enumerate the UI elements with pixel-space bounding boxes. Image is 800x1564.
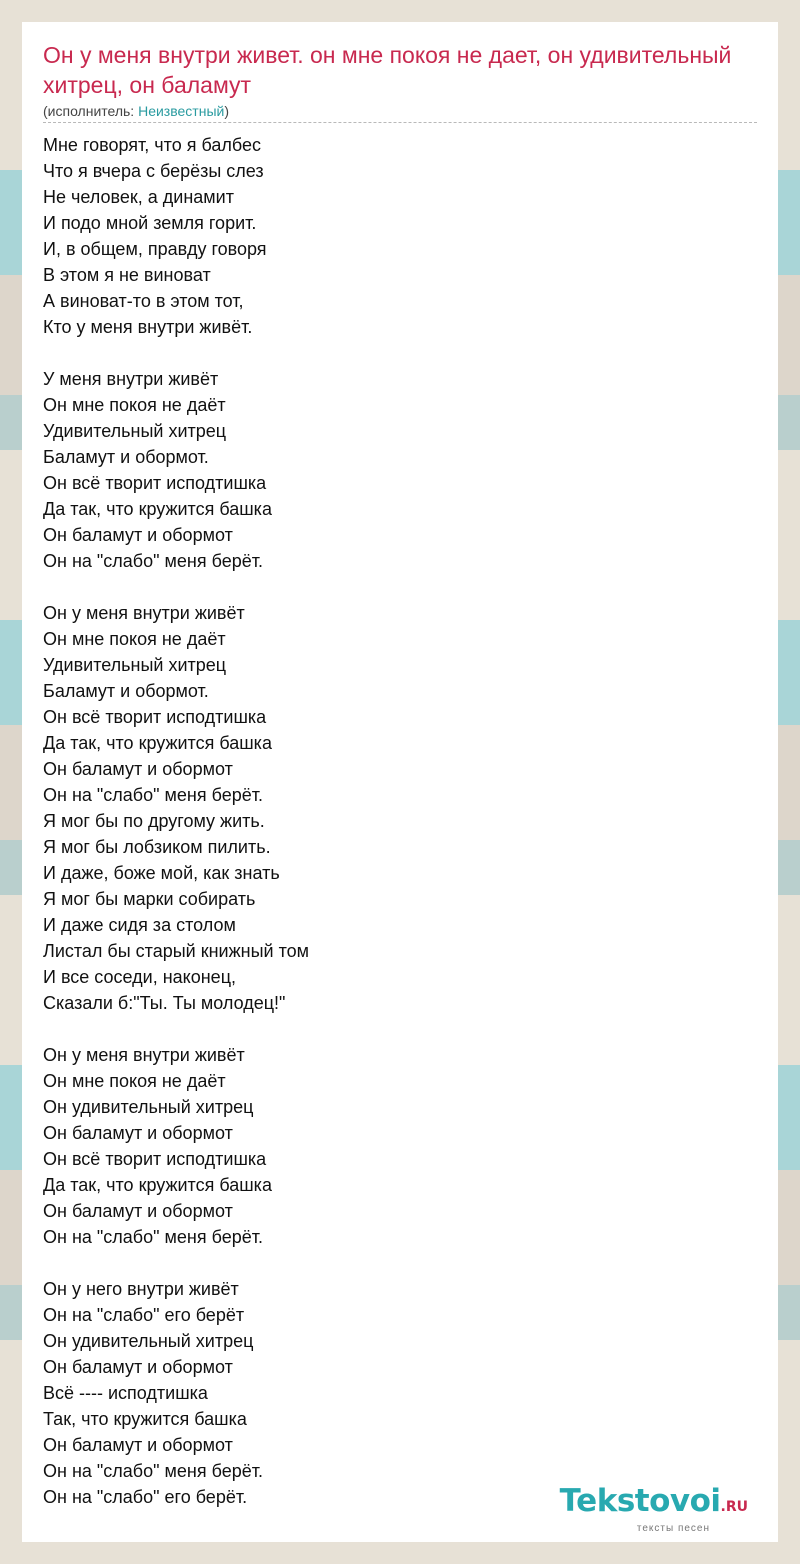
lyric-line: Так, что кружится башка: [43, 1409, 247, 1429]
lyric-line: Удивительный хитрец: [43, 421, 227, 441]
lyric-line: Мне говорят, что я балбес: [43, 135, 262, 155]
lyric-line: Да так, что кружится башка: [43, 1175, 272, 1195]
lyric-line: Удивительный хитрец: [43, 655, 227, 675]
logo-domain: .RU: [720, 1499, 748, 1515]
lyrics-stanza: [43, 366, 757, 574]
performer-line: [43, 102, 757, 123]
lyric-line: Кто у меня внутри живёт.: [43, 317, 253, 337]
lyric-line: Он мне покоя не даёт: [43, 629, 226, 649]
lyric-line: Он баламут и обормот: [43, 1357, 233, 1377]
lyric-line: Что я вчера с берёзы слез: [43, 161, 264, 181]
lyric-line: Он удивительный хитрец: [43, 1097, 254, 1117]
lyric-line: У меня внутри живёт: [43, 369, 219, 389]
lyric-line: Он на "слабо" его берёт: [43, 1305, 245, 1325]
lyric-line: Он мне покоя не даёт: [43, 1071, 226, 1091]
lyric-line: Я мог бы по другому жить.: [43, 811, 265, 831]
performer-suffix: ): [224, 103, 229, 119]
lyric-line: И даже, боже мой, как знать: [43, 863, 280, 883]
lyric-line: Я мог бы марки собирать: [43, 889, 256, 909]
performer-link[interactable]: Неизвестный: [138, 103, 225, 119]
lyric-line: А виноват-то в этом тот,: [43, 291, 244, 311]
lyric-line: В этом я не виноват: [43, 265, 211, 285]
lyric-line: Он мне покоя не даёт: [43, 395, 226, 415]
lyric-line: Он баламут и обормот: [43, 525, 233, 545]
lyric-line: Да так, что кружится башка: [43, 733, 272, 753]
lyric-line: Он всё творит исподтишка: [43, 473, 267, 493]
lyric-line: Не человек, а динамит: [43, 187, 234, 207]
lyric-line: Он всё творит исподтишка: [43, 707, 267, 727]
lyric-line: Сказали б:"Ты. Ты молодец!": [43, 993, 286, 1013]
lyric-line: Он баламут и обормот: [43, 1123, 233, 1143]
lyric-line: Он баламут и обормот: [43, 759, 233, 779]
lyric-line: Баламут и обормот.: [43, 447, 209, 467]
lyrics-stanza: [43, 132, 757, 340]
lyric-line: Баламут и обормот.: [43, 681, 209, 701]
lyrics-stanza: [43, 1042, 757, 1250]
lyric-line: И подо мной земля горит.: [43, 213, 257, 233]
lyrics-stanza: [43, 600, 757, 1016]
lyric-line: Он всё творит исподтишка: [43, 1149, 267, 1169]
lyric-line: И даже сидя за столом: [43, 915, 236, 935]
lyric-line: Он баламут и обормот: [43, 1201, 233, 1221]
lyric-line: Он удивительный хитрец: [43, 1331, 254, 1351]
lyric-line: Он на "слабо" меня берёт.: [43, 1227, 263, 1247]
lyric-line: Он на "слабо" меня берёт.: [43, 1461, 263, 1481]
lyric-line: Всё ---- исподтишка: [43, 1383, 208, 1403]
lyric-line: И, в общем, правду говоря: [43, 239, 267, 259]
lyric-line: Он баламут и обормот: [43, 1435, 233, 1455]
lyric-line: Он на "слабо" меня берёт.: [43, 785, 263, 805]
lyric-line: Я мог бы лобзиком пилить.: [43, 837, 271, 857]
song-title: Он у меня внутри живет. он мне покоя не дает, он удивительный хитрец, он баламут: [43, 42, 732, 98]
lyric-line: Он у меня внутри живёт: [43, 603, 245, 623]
logo-text: Tekstovoi: [559, 1483, 721, 1519]
lyrics-card: [22, 22, 778, 1542]
lyric-line: Он на "слабо" меня берёт.: [43, 551, 263, 571]
logo-subtitle: тексты песен: [636, 1523, 710, 1534]
lyric-line: И все соседи, наконец,: [43, 967, 236, 987]
lyrics-stanza: [43, 1276, 757, 1510]
lyric-line: Он на "слабо" его берёт.: [43, 1487, 248, 1507]
site-logo[interactable]: [560, 1484, 748, 1534]
performer-prefix: (исполнитель:: [43, 103, 139, 119]
lyric-line: Он у него внутри живёт: [43, 1279, 239, 1299]
lyric-line: Да так, что кружится башка: [43, 499, 272, 519]
lyric-line: Листал бы старый книжный том: [43, 941, 310, 961]
lyric-line: Он у меня внутри живёт: [43, 1045, 245, 1065]
lyrics-body: [43, 132, 757, 1510]
